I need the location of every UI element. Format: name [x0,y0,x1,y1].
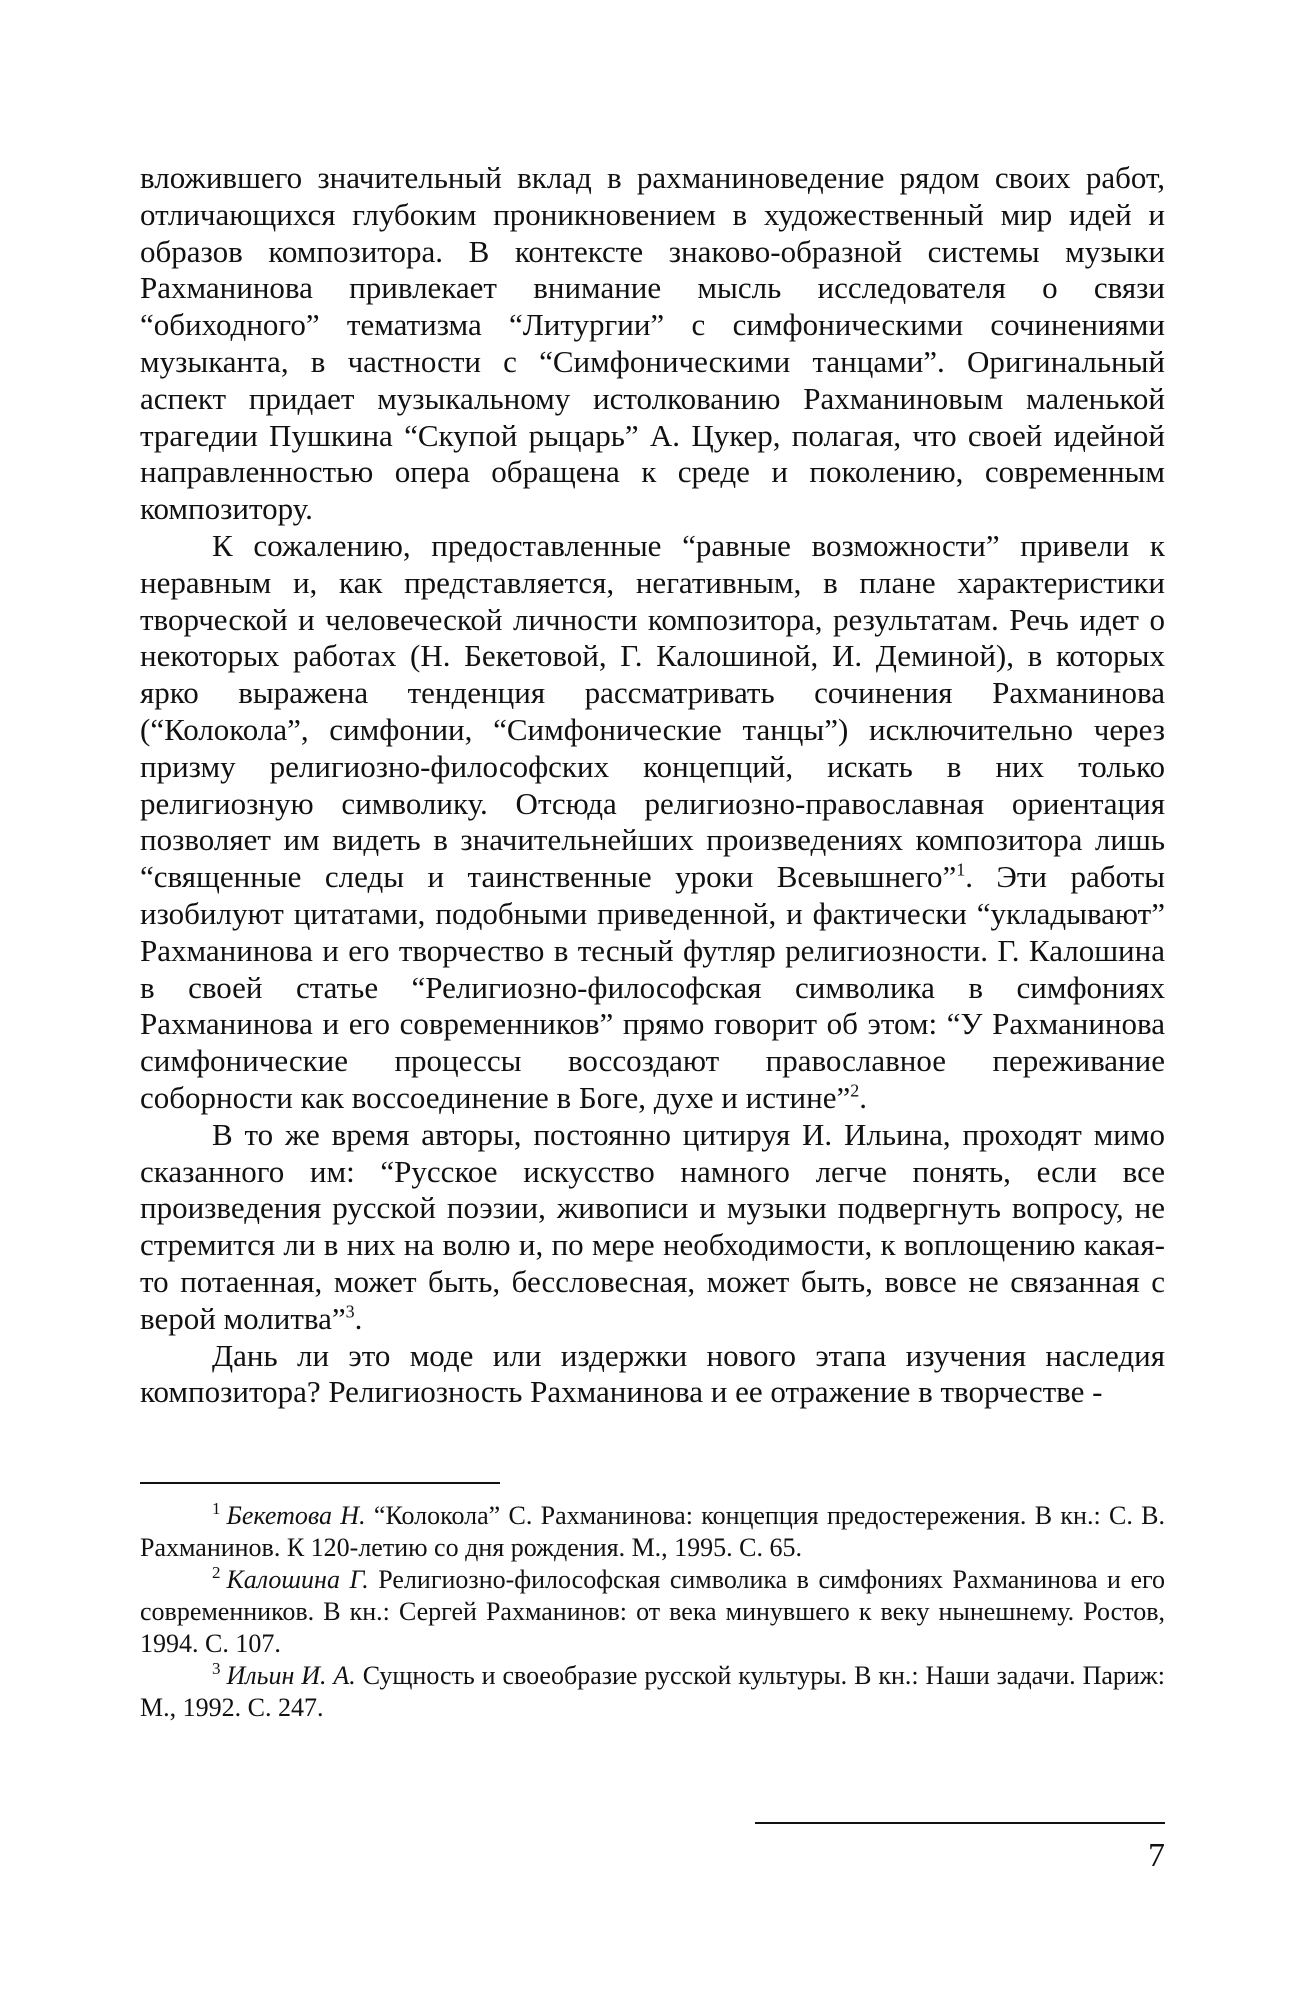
footnote-2 [140,1564,1165,1660]
footnote-2-author: Калошина Г. [226,1565,369,1594]
footnote-1-text: “Колокола” С. Рахманинова: концепция предостережения. В кн.: С. В. Рахманинов. К 120-летию со дня рождения. М., 1995. С. 65. [140,1501,1166,1562]
footnote-2-text: Религиозно-философская символика в симфониях Рахманинова и его современников. В кн.: Сергей Рахманинов: от века минувшего к веку нынешнему. Ростов, 1994. С. 107. [140,1565,1166,1658]
footnote-1-author: Бекетова Н. [226,1501,366,1530]
paragraph-3-text-b: . [354,1300,363,1336]
footnote-ref-1: 1 [956,859,966,880]
paragraph-1-text: вложившего значительный вклад в рахманиноведение рядом своих работ, отличающихся глубоким проникновением в художественный мир идей и образов композитора. В контексте знаково-образной системы музыки Рахманинова привлекает внимание мысль исследователя о связи “обиходного” тематизма “Литургии” с симфоническими сочинениями музыканта, в частности с “Симфоническими танцами”. Оригинальный аспект придает музыкальному истолкованию Рахманиновым маленькой трагедии Пушкина “Скупой рыцарь” А. Цукер, полагая, что своей идейной направленностью опера обращена к среде и поколению, современным композитору. [140,160,1165,527]
footnote-1-number: 1 [212,1499,221,1519]
footnote-2-number: 2 [212,1563,221,1583]
paragraph-2-text-b: . Эти работы изобилуют цитатами, подобными приведенной, и фактически “укладывают” Рахманинова и его творчество в тесный футляр религиозности. Г. Калошина в своей статье “Религиозно-философская символика в симфониях Рахманинова и его современников” прямо говорит об этом: “У Рахманинова симфонические процессы воссоздают православное переживание соборности как воссоединение в Боге, духе и истине” [140,859,1165,1115]
paragraph-3-text-a: В то же время авторы, постоянно цитируя И. Ильина, проходят мимо сказанного им: “Русское искусство намного легче понять, если все произведения русской поэзии, живописи и музыки подвергнуть вопросу, не стремится ли в них на волю и, по мере необходимости, к воплощению какая-то потаенная, может быть, бессловесная, может быть, вовсе не связанная с верой молитва” [140,1116,1165,1336]
footnote-ref-3: 3 [345,1301,355,1322]
footnote-3 [140,1660,1165,1724]
paragraph-4 [140,1338,1165,1412]
paragraph-1 [140,160,1165,528]
footnote-3-number: 3 [212,1659,221,1679]
footnote-3-author: Ильин И. А. [226,1661,356,1690]
footnote-separator [140,1482,500,1484]
footnote-ref-2: 2 [850,1080,860,1101]
paragraph-2 [140,528,1165,1117]
footnote-1 [140,1500,1165,1564]
paragraph-3 [140,1117,1165,1338]
paragraph-4-text: Дань ли это моде или издержки нового этапа изучения наследия композитора? Религиозность Рахманинова и ее отражение в творчестве - [140,1337,1165,1410]
footnotes [140,1500,1165,1724]
main-text [140,160,1165,1411]
page-number: 7 [1148,1837,1165,1874]
page-number-rule [755,1822,1165,1824]
paragraph-2-text-a: К сожалению, предоставленные “равные возможности” привели к неравным и, как представляется, негативным, в плане характеристики творческой и человеческой личности композитора, результатам. Речь идет о некоторых работах (Н. Бекетовой, Г. Калошиной, И. Деминой), в которых ярко выражена тенденция рассматривать сочинения Рахманинова (“Колокола”, симфонии, “Симфонические танцы”) исключительно через призму религиозно-философских концепций, искать в них только религиозную символику. Отсюда религиозно-православная ориентация позволяет им видеть в значительнейших произведениях композитора лишь “священные следы и таинственные уроки Всевышнего” [140,527,1165,895]
paragraph-2-text-c: . [859,1079,867,1115]
footnote-3-text: Сущность и своеобразие русской культуры. В кн.: Наши задачи. Париж: М., 1992. С. 247. [140,1661,1165,1722]
